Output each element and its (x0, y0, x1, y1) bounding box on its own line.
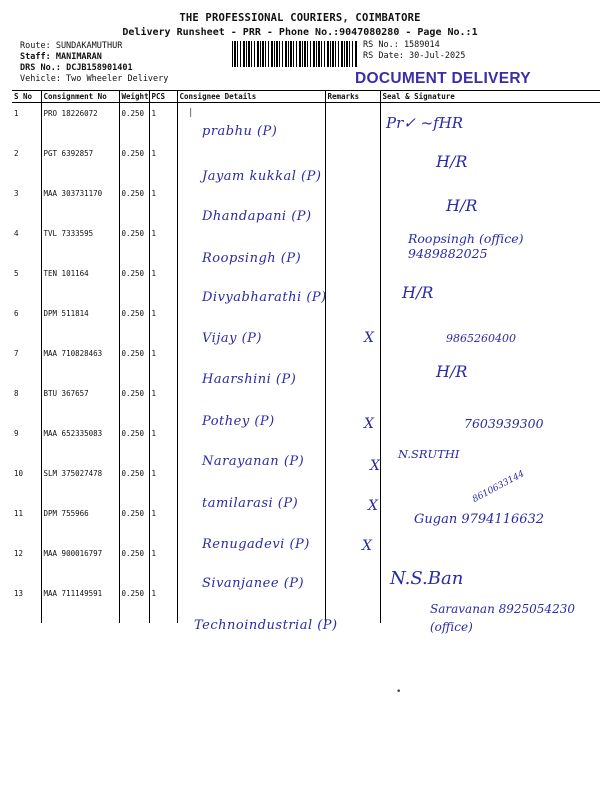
col-consignment: Consignment No (41, 91, 119, 103)
cell-sno: 4 (12, 223, 41, 263)
cell-weight: 0.250 (119, 543, 149, 583)
rs-date: RS Date: 30-Jul-2025 (363, 51, 466, 61)
cell-sno: 11 (12, 503, 41, 543)
handwritten-consignee: prabhu (P) (202, 124, 278, 139)
handwritten-signature: N.S.Ban (390, 568, 464, 589)
cell-weight: 0.250 (119, 143, 149, 183)
handwritten-signature: H/R (436, 152, 468, 171)
cell-weight: 0.250 (119, 343, 149, 383)
handwritten-consignee: Renugadevi (P) (202, 537, 310, 552)
handwritten-signature: N.SRUTHI (398, 447, 460, 461)
cell-pcs: 1 (149, 503, 177, 543)
drs-label: DRS No.: (20, 63, 61, 73)
handwritten-signature: Pr✓ ~fHR (386, 114, 464, 132)
cell-consignment: DPM 755966 (41, 503, 119, 543)
handwritten-signature: Gugan 9794116632 (414, 512, 545, 527)
handwritten-signature: Roopsingh (office) 9489882025 (408, 231, 524, 261)
cell-signature (380, 183, 600, 223)
cell-weight: 0.250 (119, 463, 149, 503)
meta-left (20, 41, 168, 85)
cell-pcs: 1 (149, 223, 177, 263)
cell-weight: 0.250 (119, 103, 149, 144)
col-signature: Seal & Signature (380, 91, 600, 103)
cell-weight: 0.250 (119, 183, 149, 223)
handwritten-remark: X (368, 498, 378, 514)
staff-name: MANIMARAN (55, 52, 102, 62)
cell-sno: 7 (12, 343, 41, 383)
handwritten-consignee: Haarshini (P) (202, 372, 297, 387)
staff-label: Staff: (20, 52, 51, 62)
cell-remarks (325, 183, 380, 223)
cell-signature (380, 343, 600, 383)
rs-number: RS No.: 1589014 (363, 40, 440, 50)
handwritten-consignee: Narayanan (P) (202, 454, 305, 469)
cell-remarks (325, 583, 380, 623)
cell-pcs: 1 (149, 303, 177, 343)
handwritten-consignee: Technoindustrial (P) (194, 618, 338, 633)
meta-right (363, 40, 465, 62)
pen-mark: | (188, 108, 194, 118)
col-weight: Weight (119, 91, 149, 103)
cell-consignment: PGT 6392857 (41, 143, 119, 183)
handwritten-signature: H/R (446, 196, 478, 215)
handwritten-remark: X (362, 538, 372, 554)
cell-sno: 13 (12, 583, 41, 623)
cell-remarks (325, 263, 380, 303)
cell-pcs: 1 (149, 463, 177, 503)
handwritten-consignee: Roopsingh (P) (202, 251, 302, 266)
handwritten-consignee: Pothey (P) (202, 414, 275, 429)
table-row (12, 343, 600, 383)
table-header (12, 91, 600, 103)
cell-pcs: 1 (149, 423, 177, 463)
cell-remarks (325, 343, 380, 383)
handwritten-signature: H/R (402, 283, 434, 302)
cell-sno: 3 (12, 183, 41, 223)
drs-line (20, 63, 168, 74)
page-subtitle: Delivery Runsheet - PRR - Phone No.:9047080280 - Page No.:1 (122, 27, 478, 38)
cell-sno: 8 (12, 383, 41, 423)
cell-pcs: 1 (149, 263, 177, 303)
col-consignee: Consignee Details (177, 91, 325, 103)
table-row (12, 103, 600, 144)
handwritten-consignee: Divyabharathi (P) (202, 290, 327, 305)
handwritten-consignee: Sivanjanee (P) (202, 576, 305, 591)
cell-pcs: 1 (149, 343, 177, 383)
cell-consignment: DPM 511814 (41, 303, 119, 343)
handwritten-signature: 8610633144 (471, 469, 527, 505)
document-delivery-stamp: DOCUMENT DELIVERY (355, 70, 531, 87)
cell-remarks (325, 103, 380, 144)
cell-pcs: 1 (149, 103, 177, 144)
cell-sno: 2 (12, 143, 41, 183)
cell-sno: 9 (12, 423, 41, 463)
cell-consignment: TVL 7333595 (41, 223, 119, 263)
cell-consignment: MAA 303731170 (41, 183, 119, 223)
cell-consignment: MAA 711149591 (41, 583, 119, 623)
cell-consignment: MAA 900016797 (41, 543, 119, 583)
cell-remarks (325, 223, 380, 263)
cell-weight: 0.250 (119, 383, 149, 423)
page-title: THE PROFESSIONAL COURIERS, COIMBATORE (179, 12, 421, 24)
handwritten-consignee: Dhandapani (P) (202, 209, 312, 224)
pen-dot: • (396, 687, 402, 697)
cell-remarks (325, 143, 380, 183)
cell-pcs: 1 (149, 183, 177, 223)
cell-consignment: TEN 101164 (41, 263, 119, 303)
cell-pcs: 1 (149, 383, 177, 423)
cell-consignment: BTU 367657 (41, 383, 119, 423)
cell-consignment: MAA 652335083 (41, 423, 119, 463)
route-text: Route: SUNDAKAMUTHUR (20, 41, 123, 51)
cell-pcs: 1 (149, 583, 177, 623)
handwritten-consignee: tamilarasi (P) (202, 496, 299, 511)
col-pcs: PCS (149, 91, 177, 103)
cell-consignment: PRO 18226072 (41, 103, 119, 144)
cell-pcs: 1 (149, 143, 177, 183)
cell-weight: 0.250 (119, 303, 149, 343)
cell-sno: 10 (12, 463, 41, 503)
handwritten-remark: X (364, 416, 374, 432)
cell-sno: 6 (12, 303, 41, 343)
handwritten-signature: 7603939300 (464, 416, 544, 431)
staff-line (20, 52, 168, 63)
cell-weight: 0.250 (119, 583, 149, 623)
cell-signature (380, 143, 600, 183)
cell-weight: 0.250 (119, 423, 149, 463)
cell-weight: 0.250 (119, 223, 149, 263)
handwritten-consignee: Vijay (P) (202, 331, 262, 346)
handwritten-remark: X (370, 458, 380, 474)
cell-weight: 0.250 (119, 503, 149, 543)
drs-number: DCJB158901401 (66, 63, 133, 73)
vehicle-text: Vehicle: Two Wheeler Delivery (20, 74, 169, 84)
cell-consignment: SLM 375027478 (41, 463, 119, 503)
handwritten-signature: H/R (436, 362, 468, 381)
handwritten-signature: Saravanan 8925054230 (office) (430, 602, 575, 634)
cell-sno: 1 (12, 103, 41, 144)
cell-consignment: MAA 710828463 (41, 343, 119, 383)
col-remarks: Remarks (325, 91, 380, 103)
handwritten-signature: 9865260400 (446, 332, 516, 345)
cell-sno: 5 (12, 263, 41, 303)
cell-weight: 0.250 (119, 263, 149, 303)
barcode (232, 41, 358, 67)
cell-sno: 12 (12, 543, 41, 583)
cell-pcs: 1 (149, 543, 177, 583)
handwritten-consignee: Jayam kukkal (P) (202, 169, 322, 184)
handwritten-remark: X (364, 330, 374, 346)
col-sno: S No (12, 91, 41, 103)
